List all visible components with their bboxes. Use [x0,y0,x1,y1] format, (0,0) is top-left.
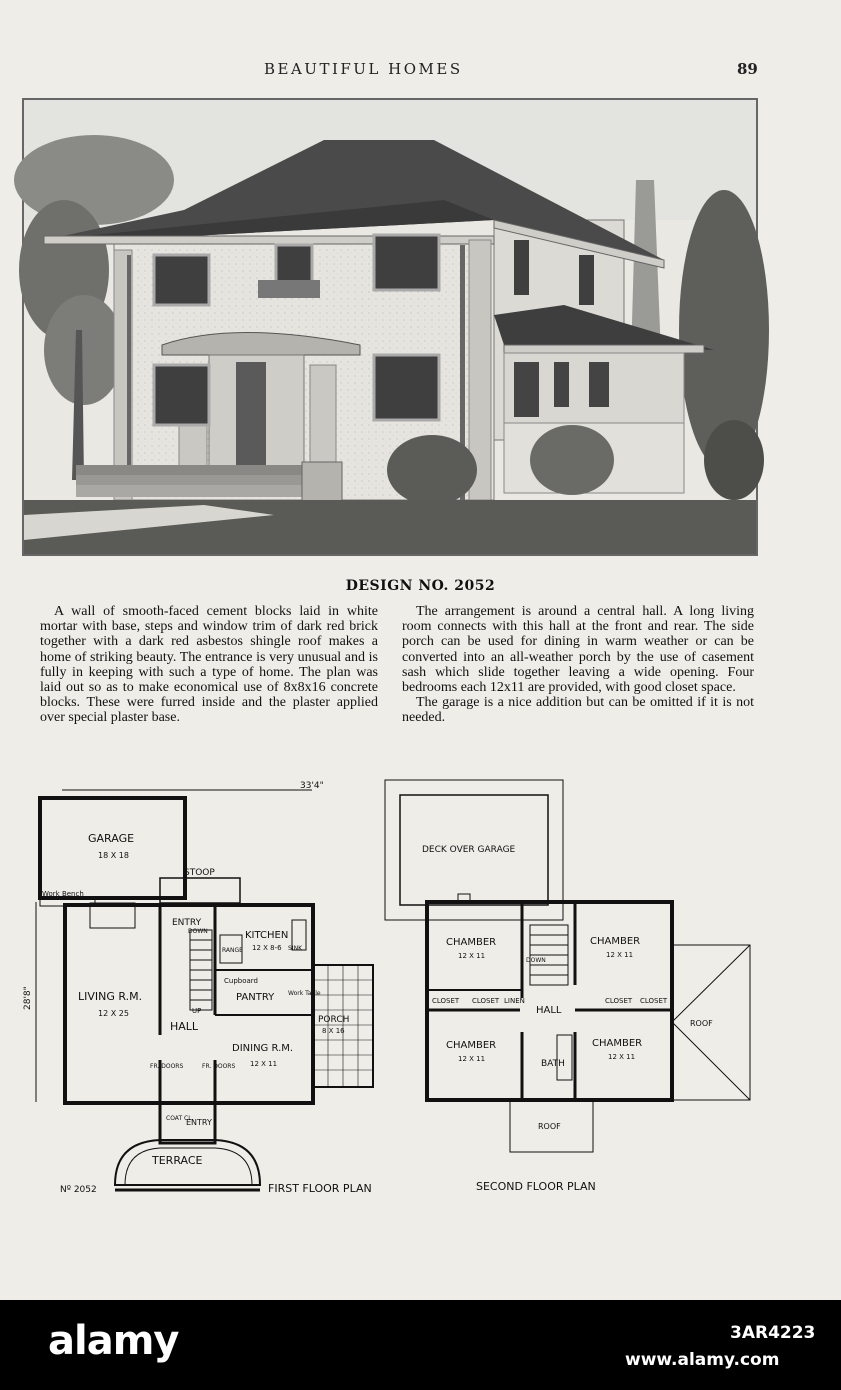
garage-label: GARAGE [88,832,135,845]
description-right-paragraph-2: The garage is a nice addition but can be omitted if it is not needed. [402,695,754,726]
porch-label: PORCH [318,1015,350,1025]
page-number: 89 [737,60,758,78]
second-floor-hall-label: HALL [536,1005,562,1016]
description-right [402,604,754,726]
first-floor-caption: FIRST FLOOR PLAN [268,1182,372,1195]
design-number-label: Nº 2052 [60,1185,97,1195]
cupboard-label: Cupboard [224,977,258,985]
stair-down-label: DOWN [526,957,546,964]
side-roof-label: ROOF [690,1019,713,1028]
description-left-paragraph: A wall of smooth-faced cement blocks laid in white mortar with base, steps and window trim of dark red brick together with a dark red asbestos shingle roof makes a home of striking beauty. The entrance is very unusual and is fully in keeping with such a type of home. The plan was laid out so as to make economical use of 8x8x16 concrete blocks. These were furred inside and the plaster applied over special plaster base. [40,604,378,726]
dining-room-size: 12 X 11 [250,1060,278,1068]
chamber-3-label: CHAMBER [446,1040,497,1051]
french-doors-label-1: FR. DOORS [150,1063,184,1070]
chamber-1-label: CHAMBER [446,937,497,948]
down-label: DOWN [188,928,208,935]
house-illustration [22,98,758,556]
first-floor-depth-dimension: 28'8" [23,986,33,1010]
chamber-4-label: CHAMBER [592,1038,643,1049]
right-shrub [530,425,614,495]
first-floor-width-dimension: 33'4" [300,781,324,791]
terrace-label: TERRACE [152,1154,203,1167]
kitchen-label: KITCHEN [245,930,289,941]
work-bench-label: Work Bench [42,890,84,898]
closet-2-label: CLOSET [472,997,500,1005]
hall-label: HALL [170,1020,199,1033]
garage-size: 18 X 18 [98,851,129,860]
porch-size: 8 X 16 [322,1027,345,1035]
rear-entry-label: ENTRY [172,918,202,928]
floor-plans [23,770,760,1210]
living-room-size: 12 X 25 [98,1009,129,1018]
french-doors-label-2: FR. DOORS [202,1063,236,1070]
coat-closet-label: COAT CL. [166,1115,194,1122]
design-title: DESIGN NO. 2052 [345,578,496,594]
chamber-1-size: 12 X 11 [458,952,486,960]
second-floor-plan [385,780,750,1152]
closet-1-label: CLOSET [432,997,460,1005]
bath-label: BATH [541,1059,565,1069]
description-left [40,604,378,726]
sink-label: SINK [288,945,303,952]
living-room-label: LIVING R.M. [78,990,143,1003]
pantry-label: PANTRY [236,992,275,1003]
up-label: UP [192,1007,202,1015]
stoop-label: STOOP [184,868,215,878]
closet-4-label: CLOSET [640,997,668,1005]
dining-room-label: DINING R.M. [232,1043,294,1054]
chamber-3-size: 12 X 11 [458,1055,486,1063]
watermark-url: www.alamy.com [625,1350,780,1370]
linen-label: LINEN [504,997,525,1005]
chamber-2-label: CHAMBER [590,936,641,947]
chamber-2-size: 12 X 11 [606,951,634,959]
running-title: BEAUTIFUL HOMES [264,60,463,78]
first-floor-labels [23,781,372,1195]
description-right-paragraph-1: The arrangement is around a central hall. A long living room connects with this hall at the front and rear. The side porch can be used for dining in warm weather or can be converted into an all-weather porch by the use of casement sash which slide together leaving a wide opening. Four bedrooms each 12x11 are provided, with good closet space. [402,604,754,696]
chamber-4-size: 12 X 11 [608,1053,636,1061]
deck-label: DECK OVER GARAGE [422,845,516,855]
front-entry-label: ENTRY [186,1118,212,1127]
left-shrub [387,435,477,505]
front-roof-label: ROOF [538,1122,561,1131]
kitchen-size: 12 X 8-6 [252,944,282,952]
image-id: 3AR4223 [730,1323,816,1343]
second-floor-caption: SECOND FLOOR PLAN [476,1180,596,1193]
second-floor-labels [422,845,713,1193]
closet-3-label: CLOSET [605,997,633,1005]
work-table-label: Work Table [288,990,321,997]
range-label: RANGE [222,947,243,954]
alamy-logo: alamy [48,1318,179,1364]
